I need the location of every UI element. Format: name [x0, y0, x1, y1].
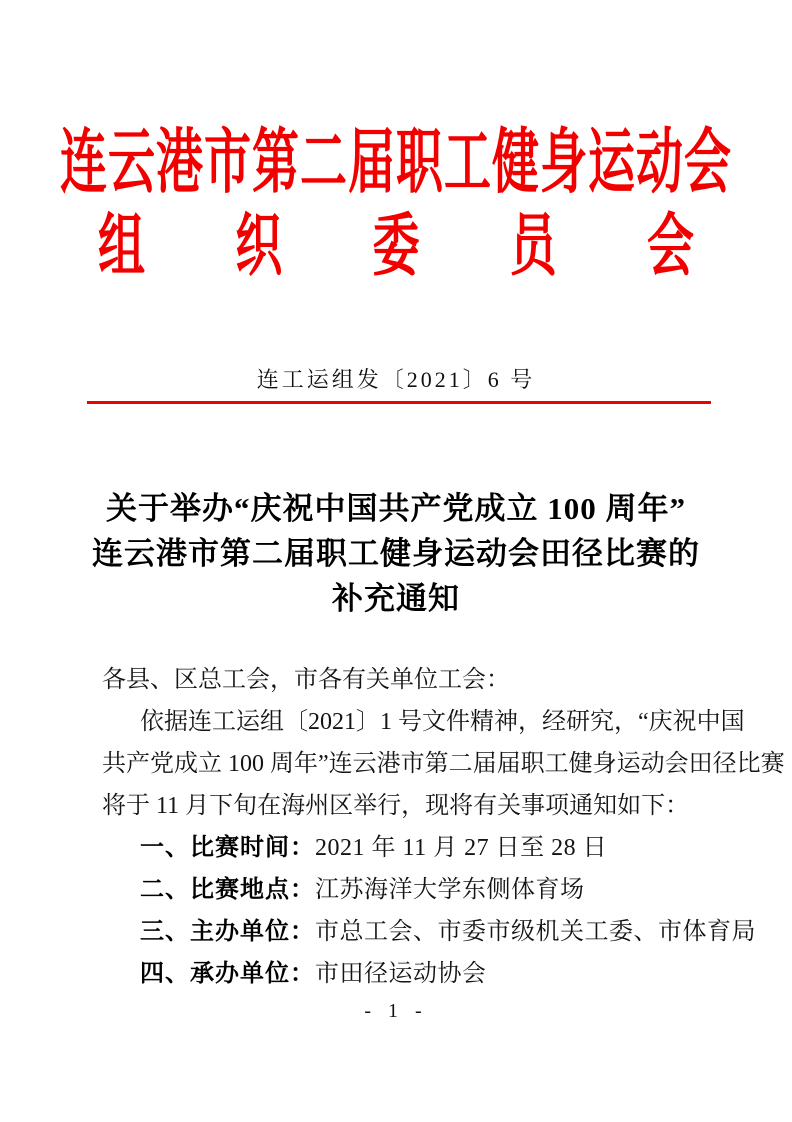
doc-number: 连工运组发〔2021〕6 号: [256, 367, 536, 392]
title-line: 补充通知: [332, 581, 460, 616]
letterhead-char: 委: [372, 208, 420, 285]
item-value: 江苏海洋大学东侧体育场: [315, 877, 585, 903]
salutation: 各县、区总工会，市各有关单位工会：: [102, 667, 510, 693]
letterhead-committee-chars: [98, 207, 694, 285]
item-value: 2021 年 11 月 27 日至 28 日: [315, 835, 608, 861]
document-title: [0, 486, 792, 621]
title-line: 连云港市第二届职工健身运动会田径比赛的: [92, 536, 700, 571]
letterhead-org-name: 连云港市第二届职工健身运动会: [60, 123, 732, 202]
paragraph-line: 将于 11 月下旬在海州区举行，现将有关事项通知如下：: [102, 793, 690, 819]
letterhead-char: 会: [647, 208, 694, 285]
item-label: 三、主办单位：: [140, 918, 315, 945]
item-value: 市总工会、市委市级机关工委、市体育局: [315, 919, 756, 945]
item-label: 二、比赛地点：: [140, 876, 315, 903]
paragraph-line: 共产党成立 100 周年”连云港市第二届届职工健身运动会田径比赛: [102, 751, 785, 777]
red-divider-line: [87, 401, 711, 404]
title-line: 关于举办“庆祝中国共产党成立 100 周年”: [106, 491, 686, 526]
list-item: [102, 911, 756, 953]
list-item: [102, 869, 712, 911]
document-body: [102, 659, 785, 995]
item-label: 一、比赛时间：: [140, 834, 315, 861]
page-number: - 1 -: [364, 1000, 428, 1022]
item-label: 四、承办单位：: [140, 960, 315, 987]
paragraph-line: 依据连工运组〔2021〕1 号文件精神，经研究，“庆祝中国: [140, 709, 745, 735]
list-item: [102, 827, 712, 869]
letterhead-char: 组: [98, 208, 145, 285]
item-value: 市田径运动协会: [315, 961, 487, 987]
list-item: [102, 953, 712, 995]
letterhead-char: 织: [235, 208, 283, 285]
letterhead-char: 员: [509, 208, 557, 285]
letterhead-line2: [0, 198, 792, 285]
